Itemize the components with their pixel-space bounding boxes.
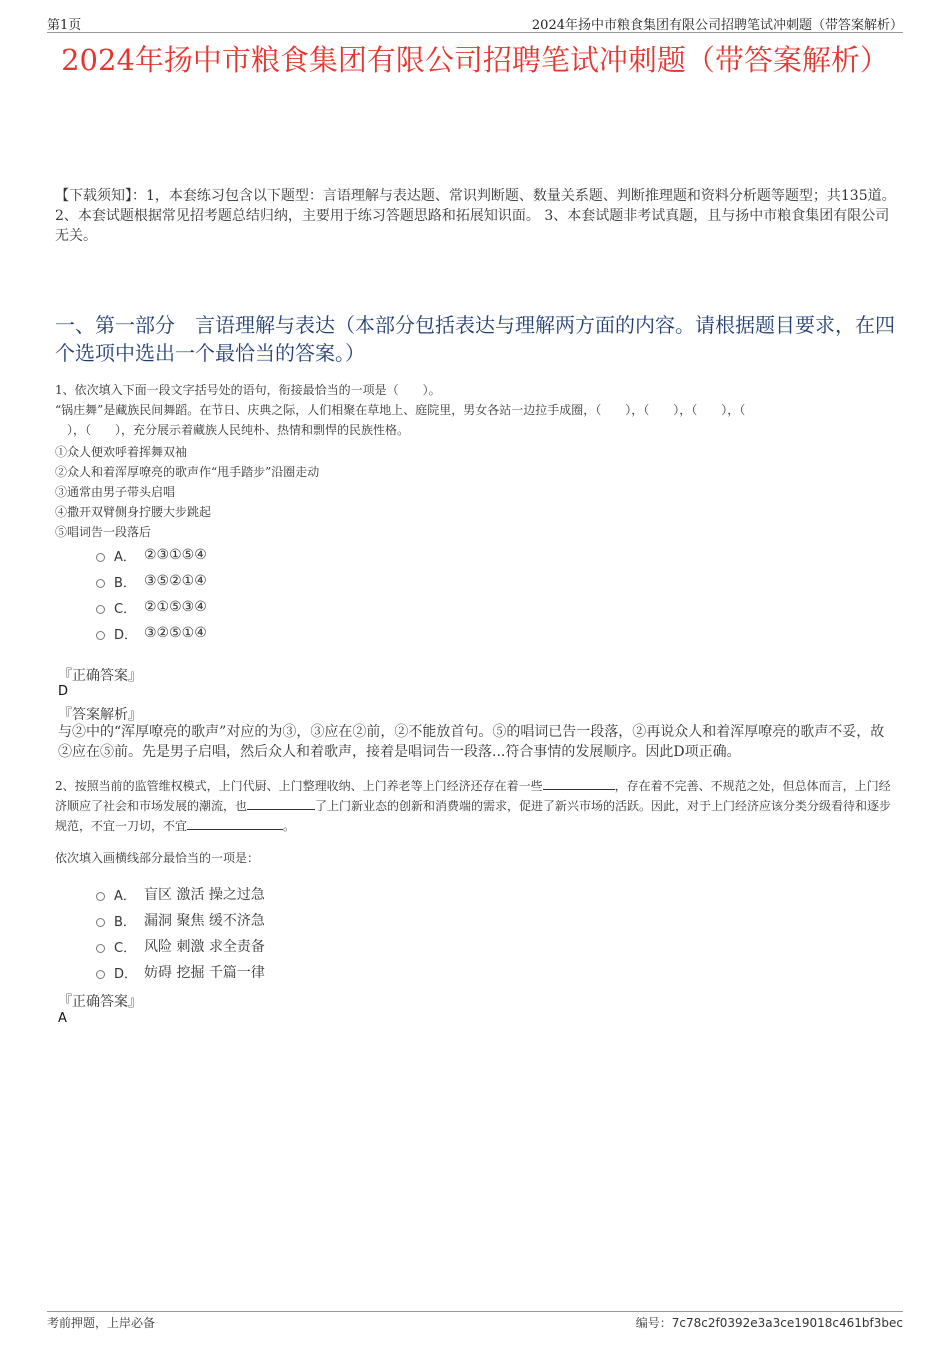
header-divider <box>47 32 903 33</box>
option-letter: B． <box>114 575 136 591</box>
option-text: ②①⑤③④ <box>144 599 207 615</box>
download-notice: 【下载须知】：1，本套练习包含以下题型：言语理解与表达题、常识判断题、数量关系题、判断推理题和资料分析题等题型；共135道。 2、本套试题根据常见招考题总结归纳，主要用于练习答题思路和拓展知识面。 3、本套试题非考试真题，且与扬中市粮食集团有限公司无关。 <box>55 188 896 244</box>
q2-option-c[interactable] <box>96 935 265 957</box>
option-text: ③⑤②①④ <box>144 573 207 589</box>
q1-option-d[interactable] <box>96 622 207 644</box>
q1-item: ③通常由男子带头启唱 <box>55 485 176 499</box>
q2-stem-part2: ，存在着不完善、不规范之处，但总体而言，上门经济顺应了社会和市场发展的潮流，也 <box>55 779 891 813</box>
q2-option-a[interactable] <box>96 883 265 905</box>
radio-icon[interactable] <box>96 944 105 953</box>
q1-item: ②众人和着浑厚嘹亮的歌声作“甩手踏步”沿圈走动 <box>55 465 320 479</box>
footer-divider <box>47 1311 903 1312</box>
q1-option-b[interactable] <box>96 570 207 592</box>
q2-answer-label: 『正确答案』 <box>58 994 142 1010</box>
header-doc-title: 2024年扬中市粮食集团有限公司招聘笔试冲刺题（带答案解析） <box>531 18 903 33</box>
option-letter: D． <box>114 627 138 643</box>
radio-icon[interactable] <box>96 918 105 927</box>
q1-item: ①众人便欢呼着挥舞双袖 <box>55 445 188 459</box>
q2-option-b[interactable] <box>96 909 265 931</box>
footer-code-label: 编号： <box>635 1316 672 1330</box>
q1-item: ⑤唱词告一段落后 <box>55 525 152 539</box>
q1-passage-line2: ），（ ），充分展示着藏族人民纯朴、热情和剽悍的民族性格。 <box>55 423 410 437</box>
radio-icon[interactable] <box>96 631 105 640</box>
q2-option-d[interactable] <box>96 961 265 983</box>
option-text: ③②⑤①④ <box>144 625 207 641</box>
option-letter: C． <box>114 940 137 956</box>
option-letter: B． <box>114 914 136 930</box>
option-letter: D． <box>114 966 138 982</box>
q2-prompt: 依次填入画横线部分最恰当的一项是： <box>55 851 260 865</box>
option-letter: C． <box>114 601 137 617</box>
blank-line <box>247 797 315 810</box>
footer-slogan: 考前押题，上岸必备 <box>47 1316 156 1330</box>
radio-icon[interactable] <box>96 553 105 562</box>
footer-code <box>636 1314 903 1331</box>
q1-option-a[interactable] <box>96 544 207 566</box>
blank-line <box>543 777 615 790</box>
option-text: 妨碍 挖掘 千篇一律 <box>144 965 265 981</box>
section-heading: 一、第一部分 言语理解与表达（本部分包括表达与理解两方面的内容。请根据题目要求，在四个选项中选出一个最恰当的答案。） <box>55 313 895 365</box>
page-number: 第1页 <box>47 18 82 33</box>
q1-explanation: 与②中的“浑厚嘹亮的歌声”对应的为③，③应在②前，②不能放首句。⑤的唱词已告一段落，②再说众人和着浑厚嘹亮的歌声不妥，故②应在⑤前。先是男子启唱，然后众人和着歌声，接着是唱词告一段落...符合事情的发展顺序。因此D项正确。 <box>58 724 885 760</box>
q1-passage-line1: “锅庄舞”是藏族民间舞蹈。在节日、庆典之际，人们相聚在草地上、庭院里，男女各站一边拉手成圈，（ ），（ ），（ ），（ <box>55 403 746 417</box>
radio-icon[interactable] <box>96 892 105 901</box>
q1-item: ④撒开双臂侧身拧腰大步跳起 <box>55 505 212 519</box>
radio-icon[interactable] <box>96 970 105 979</box>
q2-answer: A <box>58 1011 67 1026</box>
blank-line <box>187 817 283 830</box>
radio-icon[interactable] <box>96 605 105 614</box>
q2-stem-part3: 了上门新业态的创新和消费端的需求，促进了新兴市场的活跃。因此，对于上门经济应该分类分级看待和逐步规范，不宜一刀切，不宜 <box>55 799 892 833</box>
q2-stem-part1: 2、按照当前的监管维权模式，上门代厨、上门整理收纳、上门养老等上门经济还存在着一些 <box>55 779 543 793</box>
option-text: 盲区 激活 操之过急 <box>144 887 265 903</box>
document-title: 2024年扬中市粮食集团有限公司招聘笔试冲刺题（带答案解析） <box>61 43 889 77</box>
q2-stem <box>55 776 902 836</box>
q1-answer: D <box>58 684 69 699</box>
footer-code-value: 7c78c2f0392e3a3ce19018c461bf3bec <box>671 1316 903 1330</box>
q2-stem-part4: 。 <box>283 819 296 833</box>
option-letter: A． <box>114 888 136 904</box>
option-text: 漏洞 聚焦 缓不济急 <box>144 913 265 929</box>
q1-option-c[interactable] <box>96 596 207 618</box>
q1-answer-label: 『正确答案』 <box>58 668 142 684</box>
radio-icon[interactable] <box>96 579 105 588</box>
option-letter: A． <box>114 549 136 565</box>
option-text: ②③①⑤④ <box>144 547 207 563</box>
q1-prompt: 1、依次填入下面一段文字括号处的语句，衔接最恰当的一项是（ ）。 <box>55 383 441 397</box>
option-text: 风险 刺激 求全责备 <box>144 939 265 955</box>
q1-explain-label: 『答案解析』 <box>58 707 142 723</box>
